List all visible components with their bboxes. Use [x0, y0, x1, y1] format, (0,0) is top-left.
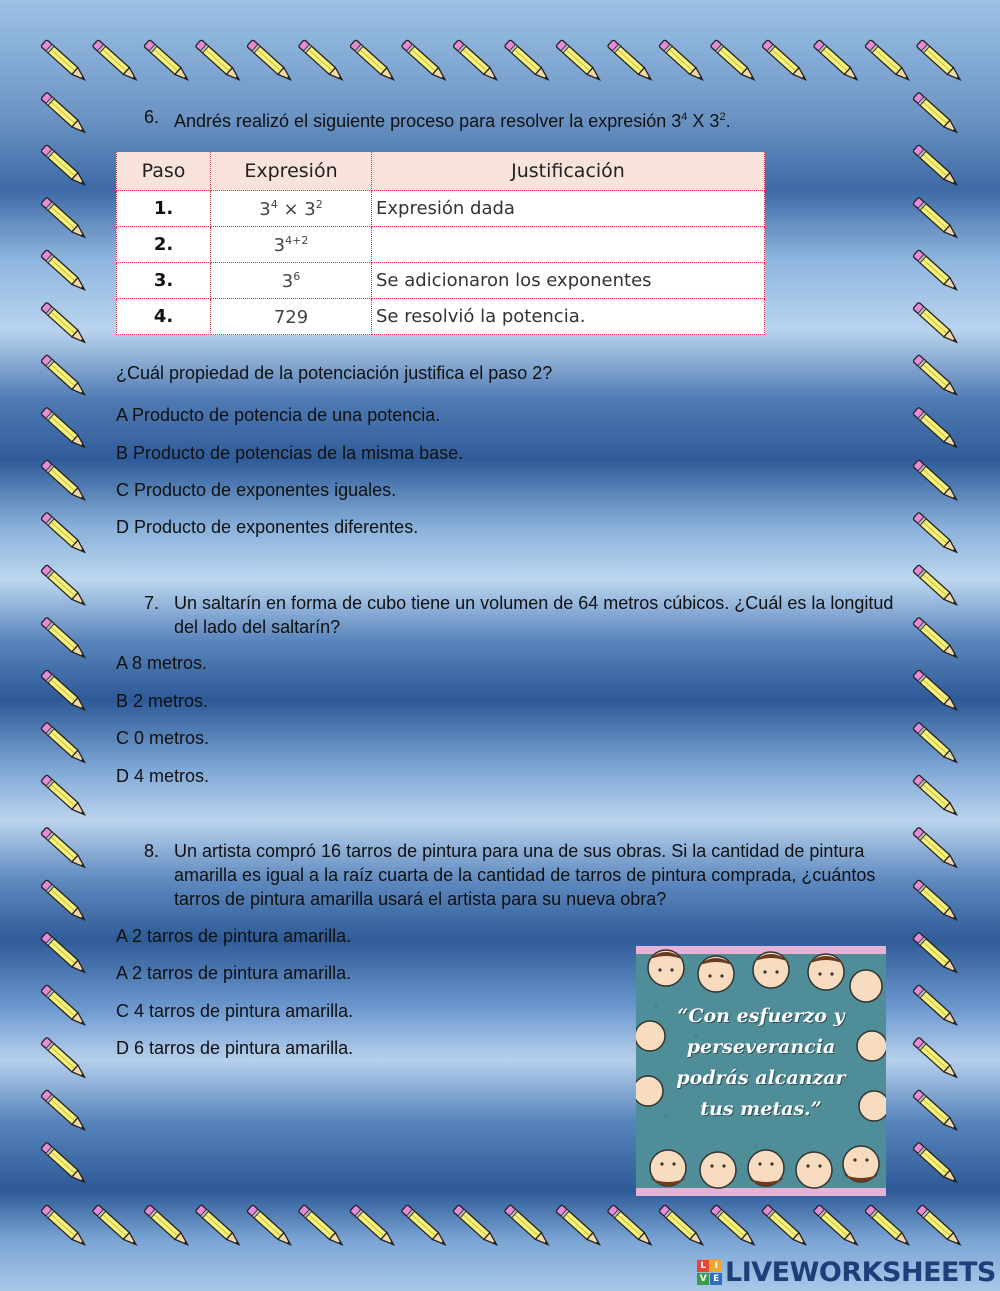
step-justification: Se resolvió la potencia. [372, 299, 765, 335]
question-6-text: Andrés realizó el siguiente proceso para resolver la expresión $3^4$ X $3^2$. [174, 111, 731, 131]
step-expression: $3^6$ [211, 263, 372, 299]
question-7-text: Un saltarín en forma de cubo tiene un volumen de 64 metros cúbicos. ¿Cuál es la longitud del lado del saltarín? [174, 593, 894, 637]
question-8-text: Un artista compró 16 tarros de pintura para una de sus obras. Si la cantidad de pintura amarilla es igual a la raíz cuarta de la cantidad de tarros de pintura comprada, ¿cuántos tarros de pintura amarilla usará el artista para su nueva obra? [174, 841, 876, 909]
option-7c[interactable]: C 0 metros. [116, 728, 210, 748]
option-6a[interactable]: A Producto de potencia de una potencia. [116, 405, 441, 425]
option-7b[interactable]: B 2 metros. [116, 691, 209, 711]
motivational-poster [636, 946, 886, 1196]
step-justification: Se adicionaron los exponentes [372, 263, 765, 299]
option-6b[interactable]: B Producto de potencias de la misma base. [116, 443, 464, 463]
header-justificacion: Justificación [372, 152, 765, 191]
option-7a[interactable]: A 8 metros. [116, 653, 208, 673]
step-justification [372, 227, 765, 263]
step-number: 3. [117, 263, 211, 299]
option-8c[interactable]: C 4 tarros de pintura amarilla. [116, 1001, 354, 1021]
option-8d[interactable]: D 6 tarros de pintura amarilla. [116, 1038, 354, 1058]
option-6c[interactable]: C Producto de exponentes iguales. [116, 480, 397, 500]
table-row [117, 227, 765, 263]
step-number: 4. [117, 299, 211, 335]
table-header-row [117, 152, 765, 191]
liveworksheets-logo [697, 1256, 996, 1288]
step-expression: $3^4 \times 3^2$ [211, 191, 372, 227]
step-expression: $3^{4+2}$ [211, 227, 372, 263]
question-8-title [146, 839, 896, 911]
question-7-number: 7. [144, 593, 160, 613]
option-8a[interactable]: A 2 tarros de pintura amarilla. [116, 926, 352, 946]
logo-mark-icon: L I V E [697, 1260, 722, 1285]
question-6-title [146, 105, 896, 133]
header-expresion: Expresión [211, 152, 372, 191]
question-7-title [146, 591, 896, 639]
steps-table [116, 152, 765, 335]
step-number: 2. [117, 227, 211, 263]
question-8-number: 8. [144, 841, 160, 861]
step-number: 1. [117, 191, 211, 227]
step-justification: Expresión dada [372, 191, 765, 227]
option-7d[interactable]: D 4 metros. [116, 766, 210, 786]
question-6-number: 6. [144, 107, 160, 127]
option-6d[interactable]: D Producto de exponentes diferentes. [116, 517, 419, 537]
question-6-prompt: ¿Cuál propiedad de la potenciación justifica el paso 2? [116, 363, 553, 383]
step-expression: 729 [211, 299, 372, 335]
option-8b[interactable]: A 2 tarros de pintura amarilla. [116, 963, 352, 983]
table-row [117, 299, 765, 335]
poster-quote: “Con esfuerzo y perseverancia podrás alcanzar tus metas.” [676, 1005, 846, 1120]
table-row [117, 263, 765, 299]
logo-text: LIVEWORKSHEETS [725, 1256, 996, 1288]
header-paso: Paso [117, 152, 211, 191]
table-row [117, 191, 765, 227]
